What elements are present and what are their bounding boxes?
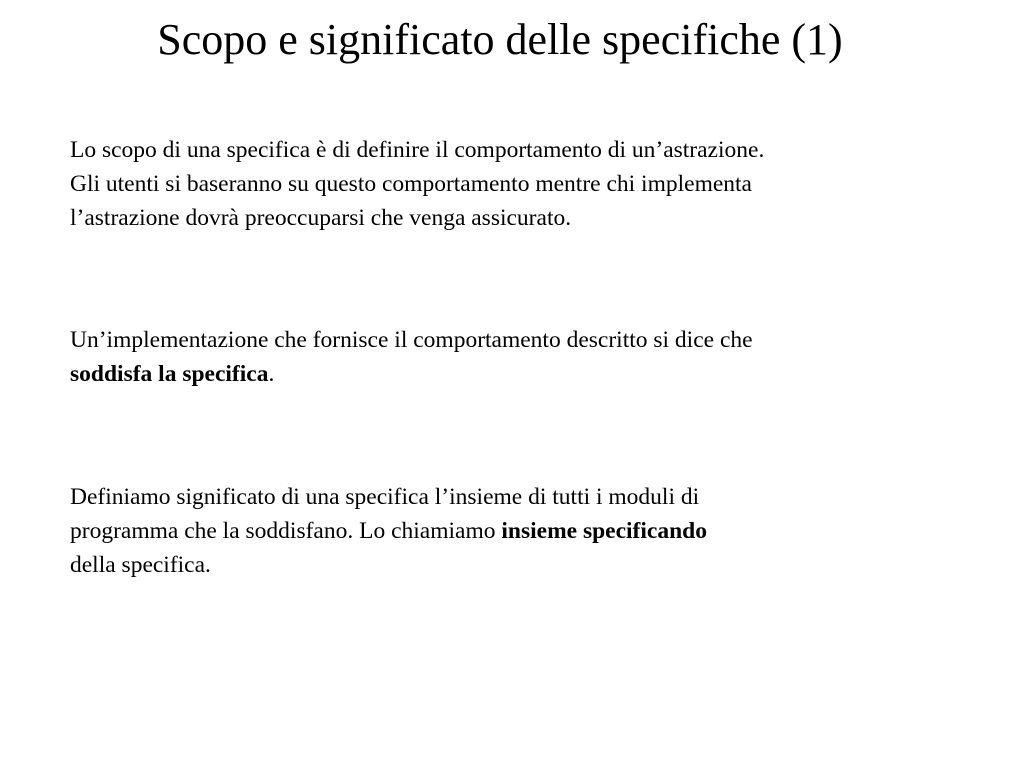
paragraph-line: l’astrazione dovrà preoccuparsi che venga assicurato. <box>70 205 572 231</box>
paragraph-line: Gli utenti si baseranno su questo comportamento mentre chi implementa <box>70 171 752 197</box>
paragraph-text: programma che la soddisfano. Lo chiamiamo <box>70 518 502 544</box>
paragraph-purpose <box>70 133 988 235</box>
bold-term-soddisfa: soddisfa la specifica <box>70 361 269 387</box>
paragraph-period: . <box>268 361 275 387</box>
slide-title: Scopo e significato delle specifiche (1) <box>157 15 843 64</box>
paragraph-line: Lo scopo di una specifica è di definire il comportamento di un’astrazione. <box>70 137 765 163</box>
paragraph-satisfies <box>70 323 988 391</box>
paragraph-meaning <box>70 480 988 582</box>
paragraph-line: della specifica. <box>70 552 211 578</box>
bold-term-insieme: insieme specificando <box>501 518 707 544</box>
paragraph-line <box>70 514 988 548</box>
paragraph-line: Definiamo significato di una specifica l’insieme di tutti i moduli di <box>70 484 700 510</box>
paragraph-line <box>70 357 988 391</box>
paragraph-line: Un’implementazione che fornisce il comportamento descritto si dice che <box>70 327 753 353</box>
